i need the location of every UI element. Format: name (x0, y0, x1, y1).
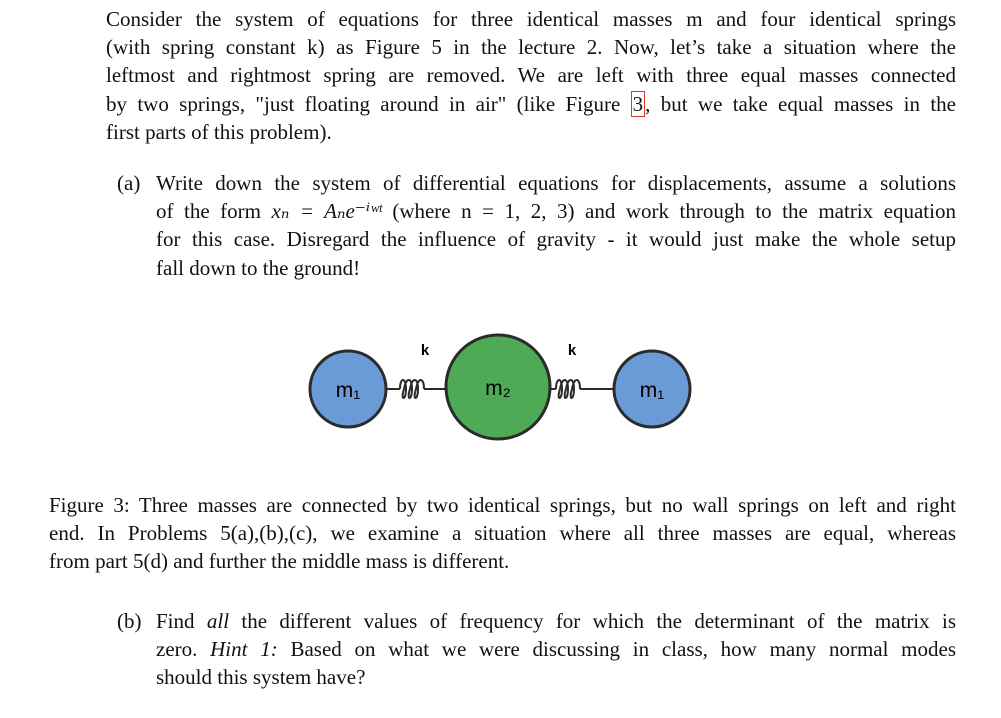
part-b-line-2-end: Based on what we were discussing in class, how many normal modes (277, 637, 957, 662)
intro-line-4 (106, 90, 956, 118)
part-b-line-1-start: Find (156, 609, 207, 633)
intro-line-4-start: by two springs, "just floating around in air" (like Figure (106, 91, 631, 116)
intro-line-5: first parts of this problem). (106, 119, 332, 144)
emphasis-all: all (206, 609, 230, 633)
mass-left-label: m₁ (335, 379, 361, 402)
spring-right-label: k (567, 342, 577, 359)
intro-paragraph (106, 5, 956, 146)
mass-right-label: m₁ (639, 379, 665, 402)
spring-left-label: k (420, 342, 430, 359)
figure-caption (49, 491, 956, 576)
part-b (117, 607, 956, 692)
part-a-line-2-start: of the form (156, 199, 272, 224)
caption-line-2: end. In Problems 5(a),(b),(c), we examine a situation where all three masses are equal, whereas (49, 521, 956, 546)
part-a-line-2-end: (where n = 1, 2, 3) and work through to the matrix equation (381, 199, 956, 224)
part-a-line-4: fall down to the ground! (156, 255, 361, 280)
part-a (117, 169, 956, 282)
caption-line-3: from part 5(d) and further the middle mass is different. (49, 549, 510, 574)
part-b-line-2-start: zero. (156, 637, 211, 662)
intro-line-2: (with spring constant k) as Figure 5 in the lecture 2. Now, let’s take a situation where the (106, 35, 956, 60)
part-b-line-2 (156, 635, 956, 663)
part-a-line-3: for this case. Disregard the influence of gravity - it would just make the whole setup (156, 227, 956, 252)
caption-line-1: Figure 3: Three masses are connected by two identical springs, but no wall springs on left and right (49, 493, 956, 517)
solution-form-math: xₙ = Aₙe⁻ⁱʷᵗ (271, 199, 382, 224)
mass-middle-label: m₂ (485, 377, 511, 400)
hint-label: Hint 1: (210, 637, 278, 662)
intro-line-1: Consider the system of equations for three identical masses m and four identical springs (106, 7, 956, 31)
part-b-line-3: should this system have? (156, 665, 366, 690)
part-a-body (156, 169, 956, 282)
part-b-label: (b) (117, 609, 142, 633)
intro-line-3: leftmost and rightmost spring are removed. We are left with three equal masses connected (106, 63, 956, 88)
figure-reference-link[interactable]: 3 (632, 91, 644, 116)
part-a-label: (a) (117, 171, 141, 195)
part-a-line-1: Write down the system of differential equations for displacements, assume a solutions (156, 171, 956, 195)
left-spring (386, 380, 450, 398)
part-b-line-1-end: the different values of frequency for which the determinant of the matrix is (229, 609, 957, 633)
part-b-line-1 (156, 607, 956, 635)
part-b-body (156, 607, 956, 692)
right-spring (550, 380, 614, 398)
part-a-line-2 (156, 197, 956, 225)
intro-line-4-end: , but we take equal masses in the (645, 91, 956, 116)
mass-spring-figure (300, 325, 700, 465)
